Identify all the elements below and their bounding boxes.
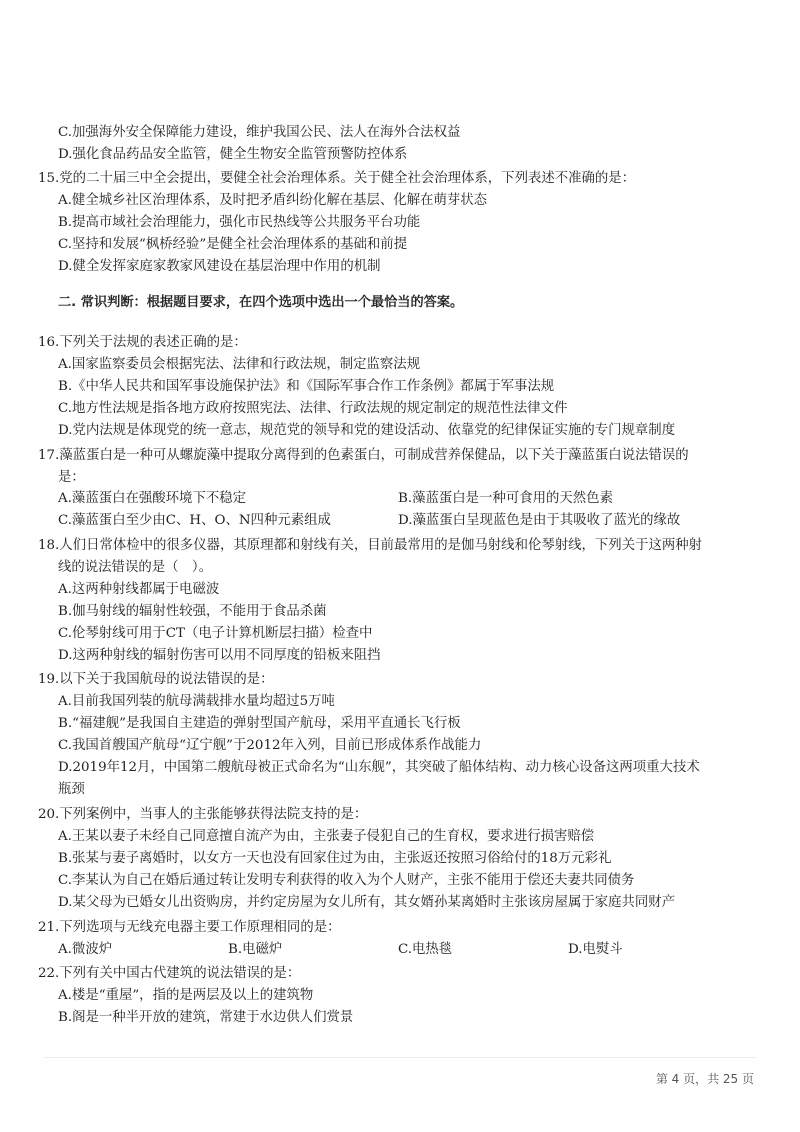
q16-stem: 16.下列关于法规的表述正确的是： [38, 335, 247, 350]
q18-option-d: D.这两种射线的辐射伤害可以用不同厚度的铅板来阻挡 [58, 648, 381, 663]
q16-option-d: D.党内法规是体现党的统一意志，规范党的领导和党的建设活动、依靠党的纪律保证实施的专门规章制度 [58, 423, 676, 438]
q19-option-d: D.2019年12月，中国第二艘航母被正式命名为“山东舰”，其突破了船体结构、动力核心设备这两项重大技术 [58, 760, 700, 775]
q19-option-c: C.我国首艘国产航母“辽宁舰”于2012年入列，目前已形成体系作战能力 [58, 738, 482, 753]
q21-option-c: C.电热毯 [398, 942, 453, 957]
q20-option-d: D.某父母为已婚女儿出资购房，并约定房屋为女儿所有，其女婿孙某离婚时主张该房屋属于家庭共同财产 [58, 895, 676, 910]
q18-stem-cont: 线的说法错误的是（ ）。 [58, 560, 212, 575]
q15-option-a: A.健全城乡社区治理体系，及时把矛盾纠纷化解在基层、化解在萌芽状态 [58, 193, 488, 208]
q17-option-d: D.藻蓝蛋白呈现蓝色是由于其吸收了蓝光的缘故 [398, 513, 681, 528]
q17-stem-cont: 是： [58, 470, 85, 485]
q14-option-d: D.强化食品药品安全监管，健全生物安全监管预警防控体系 [58, 147, 408, 162]
q20-stem: 20.下列案例中，当事人的主张能够获得法院支持的是： [38, 807, 368, 822]
q20-option-a: A.王某以妻子未经自己同意擅自流产为由，主张妻子侵犯自己的生育权，要求进行损害赔偿 [58, 829, 595, 844]
q20-option-b: B.张某与妻子离婚时，以女方一天也没有回家住过为由，主张返还按照习俗给付的18万元彩礼 [58, 851, 612, 866]
q22-option-a: A.楼是“重屋”，指的是两层及以上的建筑物 [58, 988, 314, 1003]
q19-option-b: B.“福建舰”是我国自主建造的弹射型国产航母，采用平直通长飞行板 [58, 716, 461, 731]
q16-option-c: C.地方性法规是指各地方政府按照宪法、法律、行政法规的规定制定的规范性法律文件 [58, 401, 568, 416]
q15-stem: 15.党的二十届三中全会提出，要健全社会治理体系。关于健全社会治理体系，下列表述不准确的是： [38, 171, 636, 186]
q19-stem: 19.以下关于我国航母的说法错误的是： [38, 672, 274, 687]
section-heading: 二. 常识判断：根据题目要求，在四个选项中选出一个最恰当的答案。 [58, 295, 464, 310]
q18-option-a: A.这两种射线都属于电磁波 [58, 582, 220, 597]
q17-stem: 17.藻蓝蛋白是一种可从螺旋藻中提取分离得到的色素蛋白，可制成营养保健品，以下关于藻蓝蛋白说法错误的 [38, 448, 689, 463]
q15-option-d: D.健全发挥家庭家教家风建设在基层治理中作用的机制 [58, 259, 381, 274]
q21-stem: 21.下列选项与无线充电器主要工作原理相同的是： [38, 920, 341, 935]
q16-option-b: B.《中华人民共和国军事设施保护法》和《国际军事合作工作条例》都属于军事法规 [58, 379, 555, 394]
q17-option-a: A.藻蓝蛋白在强酸环境下不稳定 [58, 491, 247, 506]
q22-option-b: B.阁是一种半开放的建筑，常建于水边供人们赏景 [58, 1010, 354, 1025]
q21-option-d: D.电熨斗 [568, 942, 623, 957]
q18-option-c: C.伦琴射线可用于CT（电子计算机断层扫描）检查中 [58, 626, 373, 641]
q18-option-b: B.伽马射线的辐射性较强，不能用于食品杀菌 [58, 604, 327, 619]
q15-option-b: B.提高市域社会治理能力，强化市民热线等公共服务平台功能 [58, 215, 421, 230]
q18-stem: 18.人们日常体检中的很多仪器，其原理都和射线有关，目前最常用的是伽马射线和伦琴射线，下列关于这两种射 [38, 538, 703, 553]
footer-divider [44, 1057, 756, 1058]
q20-option-c: C.李某认为自己在婚后通过转让发明专利获得的收入为个人财产，主张不能用于偿还夫妻共同债务 [58, 873, 635, 888]
q17-option-c: C.藻蓝蛋白至少由C、H、O、N四种元素组成 [58, 513, 331, 528]
q15-option-c: C.坚持和发展“枫桥经验”是健全社会治理体系的基础和前提 [58, 237, 408, 252]
q21-option-a: A.微波炉 [58, 942, 113, 957]
page-number: 第 4 页，共 25 页 [655, 1072, 754, 1086]
q17-option-b: B.藻蓝蛋白是一种可食用的天然色素 [398, 491, 613, 506]
q21-option-b: B.电磁炉 [228, 942, 283, 957]
q14-option-c: C.加强海外安全保障能力建设，维护我国公民、法人在海外合法权益 [58, 125, 461, 140]
q19-option-a: A.目前我国列装的航母满载排水量均超过5万吨 [58, 694, 335, 709]
q22-stem: 22.下列有关中国古代建筑的说法错误的是： [38, 966, 301, 981]
q19-option-d-cont: 瓶颈 [58, 782, 85, 797]
q16-option-a: A.国家监察委员会根据宪法、法律和行政法规，制定监察法规 [58, 357, 421, 372]
